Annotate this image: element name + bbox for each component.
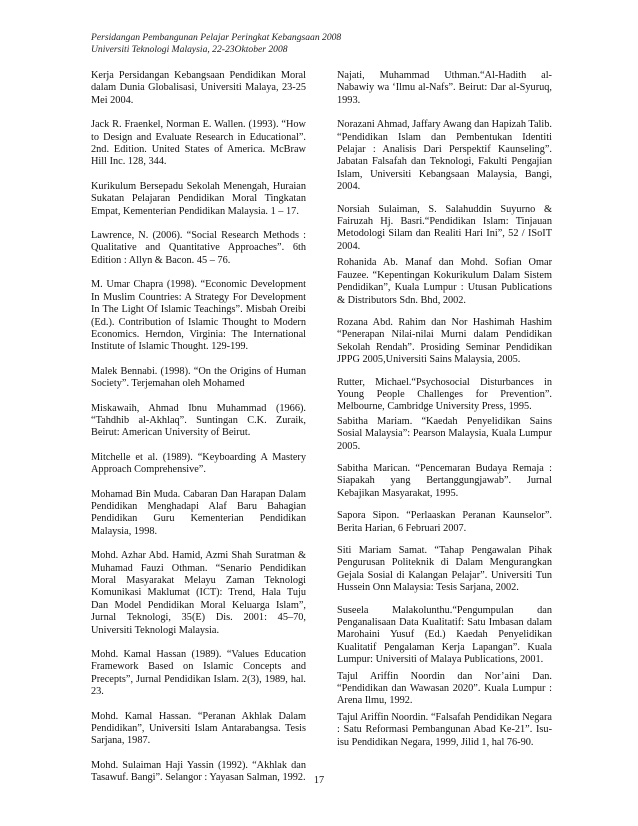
reference-entry: Kurikulum Bersepadu Sekolah Menengah, Huraian Sukatan Pelajaran Pendidikan Moral Tingkatan Empat, Kementerian Pendidikan Malaysia. 1 – 17. — [91, 180, 306, 217]
reference-entry: Norazani Ahmad, Jaffary Awang dan Hapizah Talib. “Pendidikan Islam dan Pembentukan Identiti Pelajar : Analisis Dari Perspektif Kaunseling”. Jabatan Falsafah dan Teknologi, Fakulti Pengajian Islam, Universiti Kebangsaan Malaysia, Bangi, 2004. — [337, 119, 552, 193]
reference-entry: Sabitha Marican. “Pencemaran Budaya Remaja : Siapakah yang Bertanggungjawab”. Jurnal Kebajikan Masyarakat, 1995. — [337, 462, 552, 499]
reference-entry: Sabitha Mariam. “Kaedah Penyelidikan Sains Sosial Malaysia”: Pearson Malaysia, Kuala Lumpur 2005. — [337, 415, 552, 452]
reference-entry: Tajul Ariffin Noordin. “Falsafah Pendidikan Negara : Satu Reformasi Pembangunan Abad Ke-21”. Isu-isu Pendidikan Negara, 1999, Jilid 1, hal 76-90. — [337, 711, 552, 748]
reference-entry: Lawrence, N. (2006). “Social Research Methods : Qualitative and Quantitative Approaches”. 6th Edition : Allyn & Bacon. 45 – 76. — [91, 230, 306, 266]
reference-entry: Norsiah Sulaiman, S. Salahuddin Suyurno & Fairuzah Hj. Basri.“Pendidikan Islam: Tinjauan Metodologi Silam dan Realiti Hari Ini”, 52 / ISoIT 2004. — [337, 203, 552, 252]
references-right-column — [337, 70, 552, 751]
reference-entry: M. Umar Chapra (1998). “Economic Development In Muslim Countries: A Strategy For Development In The Light Of Islamic Teachings”. Misbah Oreibi (Ed.). Contribution of Islamic Thought to Modern Economics. Herndon, Virginia: The International Institute of Islamic Thought. 129-199. — [91, 279, 306, 353]
reference-entry: Mohd. Azhar Abd. Hamid, Azmi Shah Suratman & Muhamad Fauzi Othman. “Senario Pendidikan Moral Masyarakat Melayu Zaman Teknologi Komunikasi Maklumat (ICT): Trend, Hala Tuju Dan Model Pendidikan Moral Keluarga Islam”, Jurnal Teknologi, 35(E) Dis. 2001: 45–70, Universiti Teknologi Malaysia. — [91, 550, 306, 636]
reference-entry: Mohd. Sulaiman Haji Yassin (1992). “Akhlak dan Tasawuf. Bangi”. Selangor : Yayasan Salman, 1992. — [91, 759, 306, 784]
reference-entry: Mohd. Kamal Hassan. “Peranan Akhlak Dalam Pendidikan”, Universiti Islam Antarabangsa. Tesis Sarjana, 1987. — [91, 710, 306, 747]
references-left-column — [91, 70, 306, 797]
running-header — [91, 32, 551, 56]
reference-entry: Jack R. Fraenkel, Norman E. Wallen. (1993). “How to Design and Evaluate Research in Educational”. 2nd. Edition. United States of America. McBraw Hill Inc. 128, 344. — [91, 119, 306, 168]
reference-entry: Miskawaih, Ahmad Ibnu Muhammad (1966). “Tahdhib al-Akhlaq”. Suntingan C.K. Zuraik, Beirut: American University of Beirut. — [91, 402, 306, 439]
reference-entry: Rutter, Michael.“Psychosocial Disturbances in Young People Challenges for Prevention”. Melbourne, Cambridge University Press, 1995. — [337, 376, 552, 413]
reference-entry: Kerja Persidangan Kebangsaan Pendidikan Moral dalam Dunia Globalisasi, Universiti Malaya, 23-25 Mei 2004. — [91, 70, 306, 106]
reference-entry: Malek Bennabi. (1998). “On the Origins of Human Society”. Terjemahan oleh Mohamed — [91, 365, 306, 390]
reference-entry: Mohamad Bin Muda. Cabaran Dan Harapan Dalam Pendidikan Menghadapi Alaf Baru Bahagian Pendidikan Guru Kementerian Pendidikan Malaysia, 1998. — [91, 488, 306, 537]
reference-entry: Tajul Ariffin Noordin dan Nor’aini Dan. “Pendidikan dan Wawasan 2020”. Kuala Lumpur : Arena Ilmu, 1992. — [337, 670, 552, 707]
reference-entry: Mohd. Kamal Hassan (1989). “Values Education Framework Based on Islamic Concepts and Precepts”, Jurnal Pendidikan Islam. 2(3), 1989, hal. 23. — [91, 649, 306, 698]
reference-entry: Rohanida Ab. Manaf dan Mohd. Sofian Omar Fauzee. “Kepentingan Kokurikulum Dalam Sistem Pendidikan”, Kuala Lumpur : Utusan Publications & Distributors Sdn. Bhd, 2002. — [337, 257, 552, 306]
header-venue-date: Universiti Teknologi Malaysia, 22-23Oktober 2008 — [91, 44, 288, 55]
reference-entry: Mitchelle et al. (1989). “Keyboarding A Mastery Approach Comprehensive”. — [91, 451, 306, 476]
reference-entry: Sapora Sipon. “Perlaaskan Peranan Kaunselor”. Berita Harian, 6 Februari 2007. — [337, 510, 552, 534]
reference-entry: Suseela Malakolunthu.“Pengumpulan dan Penganalisaan Data Kualitatif: Satu Imbasan dalam Marohaini Yusuf (Ed.) Kaedah Penyelidikan Kualitatif Pengalaman Kerja Lapangan”. Kuala Lumpur: Universiti of Malaya Publications, 2001. — [337, 604, 552, 666]
reference-entry: Najati, Muhammad Uthman.“Al-Hadith al-Nabawiy wa ‘Ilmu al-Nafs”. Beirut: Dar al-Syuruq, 1993. — [337, 70, 552, 106]
reference-entry: Siti Mariam Samat. “Tahap Pengawalan Pihak Pengurusan Politeknik di Dalam Mengurangkan Gejala Sosial di Kalangan Pelajar”. Universiti Tun Hussein Onn Malaysia: Tesis Sarjana, 2002. — [337, 545, 552, 594]
header-conference-title: Persidangan Pembangunan Pelajar Peringkat Kebangsaan 2008 — [91, 32, 342, 43]
reference-entry: Rozana Abd. Rahim dan Nor Hashimah Hashim “Penerapan Nilai-nilai Murni dalam Pendidikan Sekolah Rendah”. Prosiding Seminar Pendidikan JPPG 2005,Universiti Sains Malaysia, 2005. — [337, 316, 552, 366]
page-number: 17 — [313, 775, 325, 786]
